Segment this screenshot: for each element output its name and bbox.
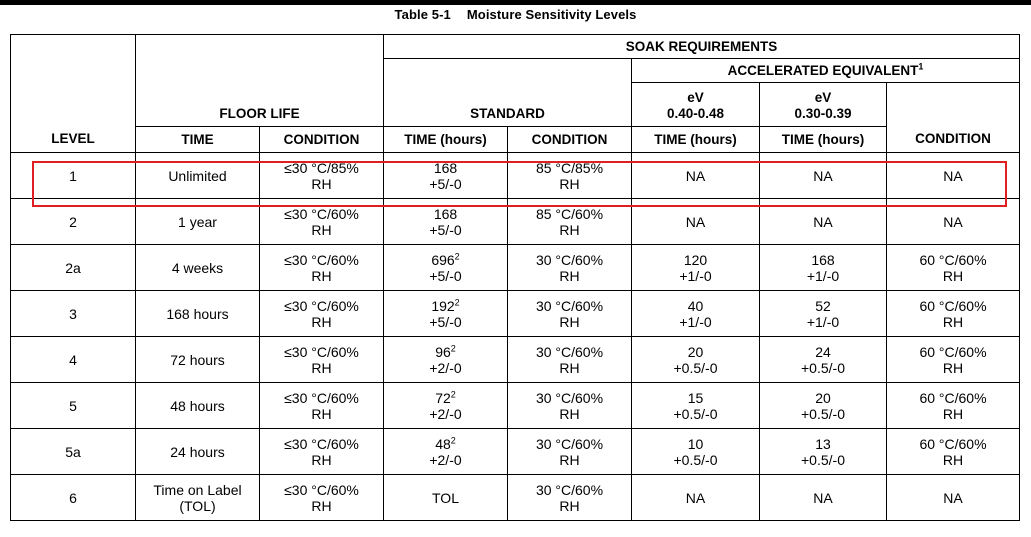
table-row: [11, 429, 1020, 475]
table-row: [11, 199, 1020, 245]
cell-level: 3: [11, 291, 136, 337]
footnote-marker: 2: [450, 342, 456, 353]
table-body: [11, 153, 1020, 521]
cell-floor-time: 72 hours: [136, 337, 260, 383]
header-standard: STANDARD: [384, 83, 632, 127]
cell-floor-condition: ≤30 °C/60% RH: [260, 429, 384, 475]
header-level: LEVEL: [11, 127, 136, 153]
cell-acc-time-low: NA: [760, 199, 887, 245]
header-ev-high: eV 0.40-0.48: [632, 83, 760, 127]
cell-floor-time: 1 year: [136, 199, 260, 245]
header-acc-time-high: TIME (hours): [632, 127, 760, 153]
cell-standard-condition: 30 °C/60% RH: [508, 429, 632, 475]
cell-acc-time-high: 15 +0.5/-0: [632, 383, 760, 429]
cell-acc-time-low: NA: [760, 475, 887, 521]
cell-acc-time-low: 13 +0.5/-0: [760, 429, 887, 475]
cell-standard-condition: 85 °C/60% RH: [508, 199, 632, 245]
cell-floor-time: 24 hours: [136, 429, 260, 475]
cell-floor-condition: ≤30 °C/60% RH: [260, 337, 384, 383]
cell-floor-condition: ≤30 °C/60% RH: [260, 475, 384, 521]
cell-floor-condition: ≤30 °C/60% RH: [260, 245, 384, 291]
table-row: [11, 245, 1020, 291]
header-blank-standard: [384, 59, 632, 83]
header-standard-time: TIME (hours): [384, 127, 508, 153]
cell-floor-time: Time on Label (TOL): [136, 475, 260, 521]
header-acc-time-low: TIME (hours): [760, 127, 887, 153]
cell-level: 5: [11, 383, 136, 429]
cell-acc-time-low: NA: [760, 153, 887, 199]
moisture-sensitivity-table: [10, 34, 1020, 521]
cell-standard-time: 168 +5/-0: [384, 199, 508, 245]
cell-standard-time: $192^2$ +5/-0: [384, 291, 508, 337]
cell-acc-time-low: 20 +0.5/-0: [760, 383, 887, 429]
cell-acc-condition: 60 °C/60% RH: [887, 245, 1020, 291]
cell-acc-time-low: 24 +0.5/-0: [760, 337, 887, 383]
cell-level: 2a: [11, 245, 136, 291]
cell-standard-condition: 30 °C/60% RH: [508, 337, 632, 383]
cell-acc-time-low: 52 +1/-0: [760, 291, 887, 337]
cell-acc-condition: 60 °C/60% RH: [887, 383, 1020, 429]
cell-acc-time-high: 40 +1/-0: [632, 291, 760, 337]
header-accelerated-equivalent: ACCELERATED EQUIVALENT$^1$: [632, 59, 1020, 83]
footnote-marker: 1: [918, 61, 924, 71]
cell-acc-time-high: 20 +0.5/-0: [632, 337, 760, 383]
caption-title: Moisture Sensitivity Levels: [466, 7, 637, 22]
cell-standard-condition: 30 °C/60% RH: [508, 475, 632, 521]
table-row: [11, 291, 1020, 337]
cell-level: 1: [11, 153, 136, 199]
table-row: [11, 337, 1020, 383]
table-caption: [0, 7, 1031, 22]
cell-acc-time-high: NA: [632, 199, 760, 245]
cell-acc-condition: NA: [887, 199, 1020, 245]
header-floor-time: TIME: [136, 127, 260, 153]
cell-acc-condition: NA: [887, 153, 1020, 199]
cell-acc-condition: 60 °C/60% RH: [887, 337, 1020, 383]
header-blank-floor-2: [136, 59, 384, 83]
footnote-marker: 2: [454, 296, 460, 307]
cell-standard-condition: 85 °C/85% RH: [508, 153, 632, 199]
header-blank-level: [11, 35, 136, 59]
header-blank-floor: [136, 35, 384, 59]
caption-label: Table 5-1: [394, 7, 451, 22]
cell-acc-time-high: 10 +0.5/-0: [632, 429, 760, 475]
cell-acc-condition: 60 °C/60% RH: [887, 429, 1020, 475]
footnote-marker: 2: [454, 250, 460, 261]
cell-level: 2: [11, 199, 136, 245]
cell-standard-time: $696^2$ +5/-0: [384, 245, 508, 291]
table-row: [11, 475, 1020, 521]
cell-acc-time-high: NA: [632, 153, 760, 199]
table-row: [11, 383, 1020, 429]
cell-standard-condition: 30 °C/60% RH: [508, 291, 632, 337]
footnote-marker: 2: [450, 388, 456, 399]
cell-floor-time: 168 hours: [136, 291, 260, 337]
cell-acc-condition: NA: [887, 475, 1020, 521]
cell-acc-time-high: NA: [632, 475, 760, 521]
header-acc-condition: CONDITION: [887, 127, 1020, 153]
cell-acc-time-low: 168 +1/-0: [760, 245, 887, 291]
header-soak-requirements: SOAK REQUIREMENTS: [384, 35, 1020, 59]
cell-standard-time: $72^2$ +2/-0: [384, 383, 508, 429]
cell-standard-time: $48^2$ +2/-0: [384, 429, 508, 475]
cell-standard-condition: 30 °C/60% RH: [508, 245, 632, 291]
cell-floor-time: 4 weeks: [136, 245, 260, 291]
header-standard-condition: CONDITION: [508, 127, 632, 153]
cell-level: 6: [11, 475, 136, 521]
cell-acc-time-high: 120 +1/-0: [632, 245, 760, 291]
header-blank-level-2: [11, 59, 136, 83]
header-blank-level-3: [11, 83, 136, 127]
cell-standard-time: TOL: [384, 475, 508, 521]
header-floor-life: FLOOR LIFE: [136, 83, 384, 127]
header-floor-condition: CONDITION: [260, 127, 384, 153]
header-blank-acc-cond: [887, 83, 1020, 127]
cell-floor-condition: ≤30 °C/60% RH: [260, 383, 384, 429]
footnote-marker: 2: [450, 434, 456, 445]
cell-standard-condition: 30 °C/60% RH: [508, 383, 632, 429]
cell-standard-time: $96^2$ +2/-0: [384, 337, 508, 383]
cell-floor-time: Unlimited: [136, 153, 260, 199]
cell-floor-condition: ≤30 °C/85% RH: [260, 153, 384, 199]
top-bar: [0, 0, 1031, 5]
cell-level: 5a: [11, 429, 136, 475]
cell-floor-condition: ≤30 °C/60% RH: [260, 291, 384, 337]
header-ev-low: eV 0.30-0.39: [760, 83, 887, 127]
cell-standard-time: 168 +5/-0: [384, 153, 508, 199]
cell-floor-condition: ≤30 °C/60% RH: [260, 199, 384, 245]
cell-floor-time: 48 hours: [136, 383, 260, 429]
table-row: [11, 153, 1020, 199]
cell-acc-condition: 60 °C/60% RH: [887, 291, 1020, 337]
cell-level: 4: [11, 337, 136, 383]
